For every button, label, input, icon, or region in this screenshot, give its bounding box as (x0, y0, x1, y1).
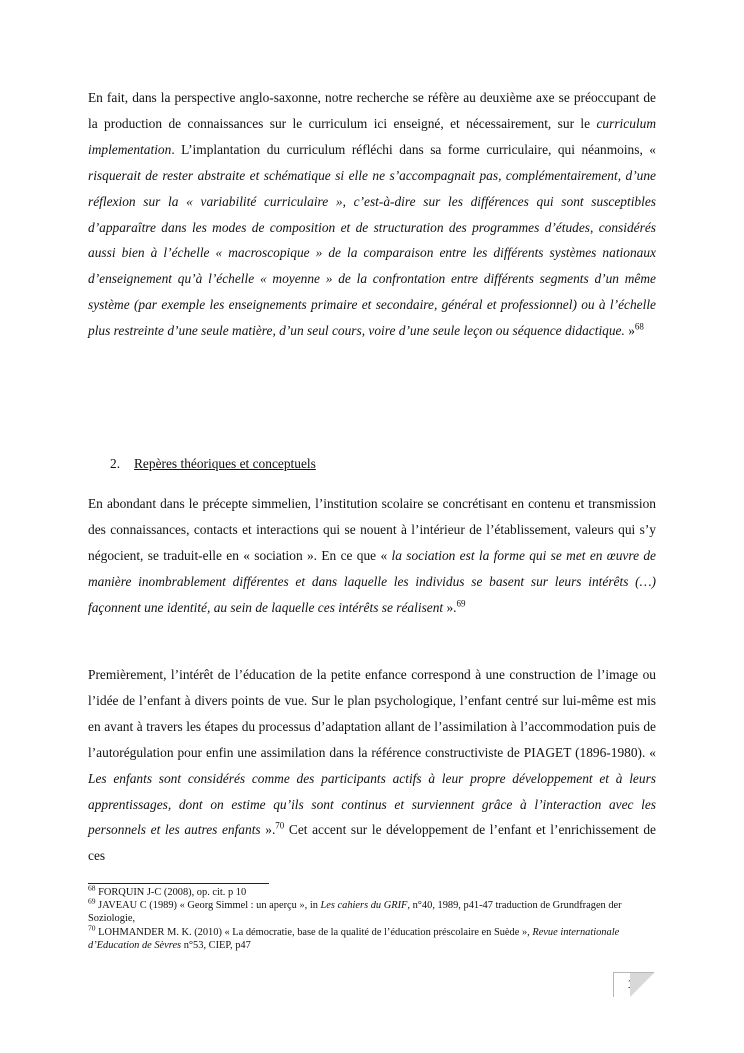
paragraph-petite-enfance (88, 662, 656, 869)
text-run: Premièrement, l’intérêt de l’éducation de la petite enfance correspond à une construction de l’image ou l’idée de l’enfant à divers points de vue. Sur le plan psychologique, l’enfant centré sur lui-même est mis en avant à travers les étapes du processus d’adaptation allant de l’assimilation à l’accommodation puis de l’autorégulation pour enfin une assimilation dans la référence constructiviste de PIAGET (1896-1980). « (88, 667, 656, 760)
footnote-68 (88, 883, 656, 899)
text-run: En fait, dans la perspective anglo-saxonne, notre recherche se réfère au deuxième axe se préoccupant de la production de connaissances sur le curriculum ici enseigné, et nécessairement, sur le (88, 90, 656, 131)
text-run: Cet accent sur le développement de l’enfant et l’enrichissement de ces (88, 822, 657, 864)
text-run: ». (443, 599, 457, 615)
page-number: 14 (627, 979, 641, 991)
paragraph-curriculum (88, 85, 656, 344)
footnote-number: 70 (88, 923, 96, 933)
section-title: Repères théoriques et conceptuels (134, 456, 316, 471)
page-number-box (613, 972, 654, 997)
footnote-italic: Revue internationale d’Education de Sèvres (88, 926, 620, 951)
italic-quote: Les enfants sont considérés comme des participants actifs à leur propre développement et à leurs apprentissages, dont on estime qu’ils sont continus et surviennent grâce à l’interaction avec les personnels et les autres enfants (88, 770, 656, 838)
footnote-ref-69[interactable]: 69 (456, 598, 466, 609)
footnote-separator (88, 883, 269, 884)
text-run: En abondant dans le précepte simmelien, l’institution scolaire se concrétisant en contenu et transmission des connaissances, contacts et interactions qui se nouent à l’intérieur de l’établissement, valeurs qui s’y négocient, se traduit-elle en « sociation ». En ce que « (88, 496, 656, 563)
footnote-number: 69 (88, 896, 96, 906)
footnote-text: JAVEAU C (1989) « Georg Simmel : un aperçu », in (95, 900, 321, 912)
italic-quote: risquerait de rester abstraite et schématique si elle ne s’accompagnait pas, complémentairement, d’une réflexion sur la « variabilité curriculaire », c’est-à-dire sur les différences qui sont susceptibles d’apparaître dans les modes de composition et de structuration des programmes d’études, considérés aussi bien à l’échelle « macroscopique » de la comparaison entre les différents systèmes nationaux d’enseignement qu’à l’échelle « moyenne » de la confrontation entre différents segments d’un même système (par exemple les enseignements primaire et secondaire, général et professionnel) ou à l’échelle plus restreinte d’une seule matière, d’un seul cours, voire d’une seule leçon ou séquence didactique. (88, 167, 656, 339)
text-run: ». (260, 822, 276, 838)
footnote-text: n°53, CIEP, p47 (181, 939, 251, 951)
text-run: » (624, 323, 635, 339)
section-number: 2. (110, 456, 121, 471)
paragraph-sociation (88, 491, 656, 621)
footnote-70 (88, 923, 656, 952)
footnote-text: FORQUIN J-C (2008), op. cit. p 10 (95, 887, 247, 898)
footnote-ref-68[interactable]: 68 (634, 321, 644, 332)
footnote-ref-70[interactable]: 70 (275, 820, 285, 831)
section-heading (110, 453, 316, 475)
page-curl-icon (627, 973, 654, 997)
footnote-text: LOHMANDER M. K. (2010) « La démocratie, base de la qualité de l’éducation préscolaire en Suède », (95, 926, 533, 938)
text-run: . L’implantation du curriculum réfléchi dans sa forme curriculaire, qui néanmoins, « (171, 141, 656, 157)
footnotes (88, 883, 656, 952)
footnote-text: , n°40, 1989, p41-47 traduction de Grundfragen der Soziologie, (88, 900, 622, 925)
italic-quote: la sociation est la forme qui se met en œuvre de manière inombrablement différentes et dans laquelle les individus se basent sur leurs intérêts (…) façonnent une identité, au sein de laquelle ces intérêts se réalisent (88, 547, 656, 615)
footnote-italic: Les cahiers du GRIF (320, 900, 408, 912)
footnote-69 (88, 896, 656, 925)
italic-term: curriculum implementation (88, 115, 656, 157)
footnote-number: 68 (88, 883, 96, 893)
